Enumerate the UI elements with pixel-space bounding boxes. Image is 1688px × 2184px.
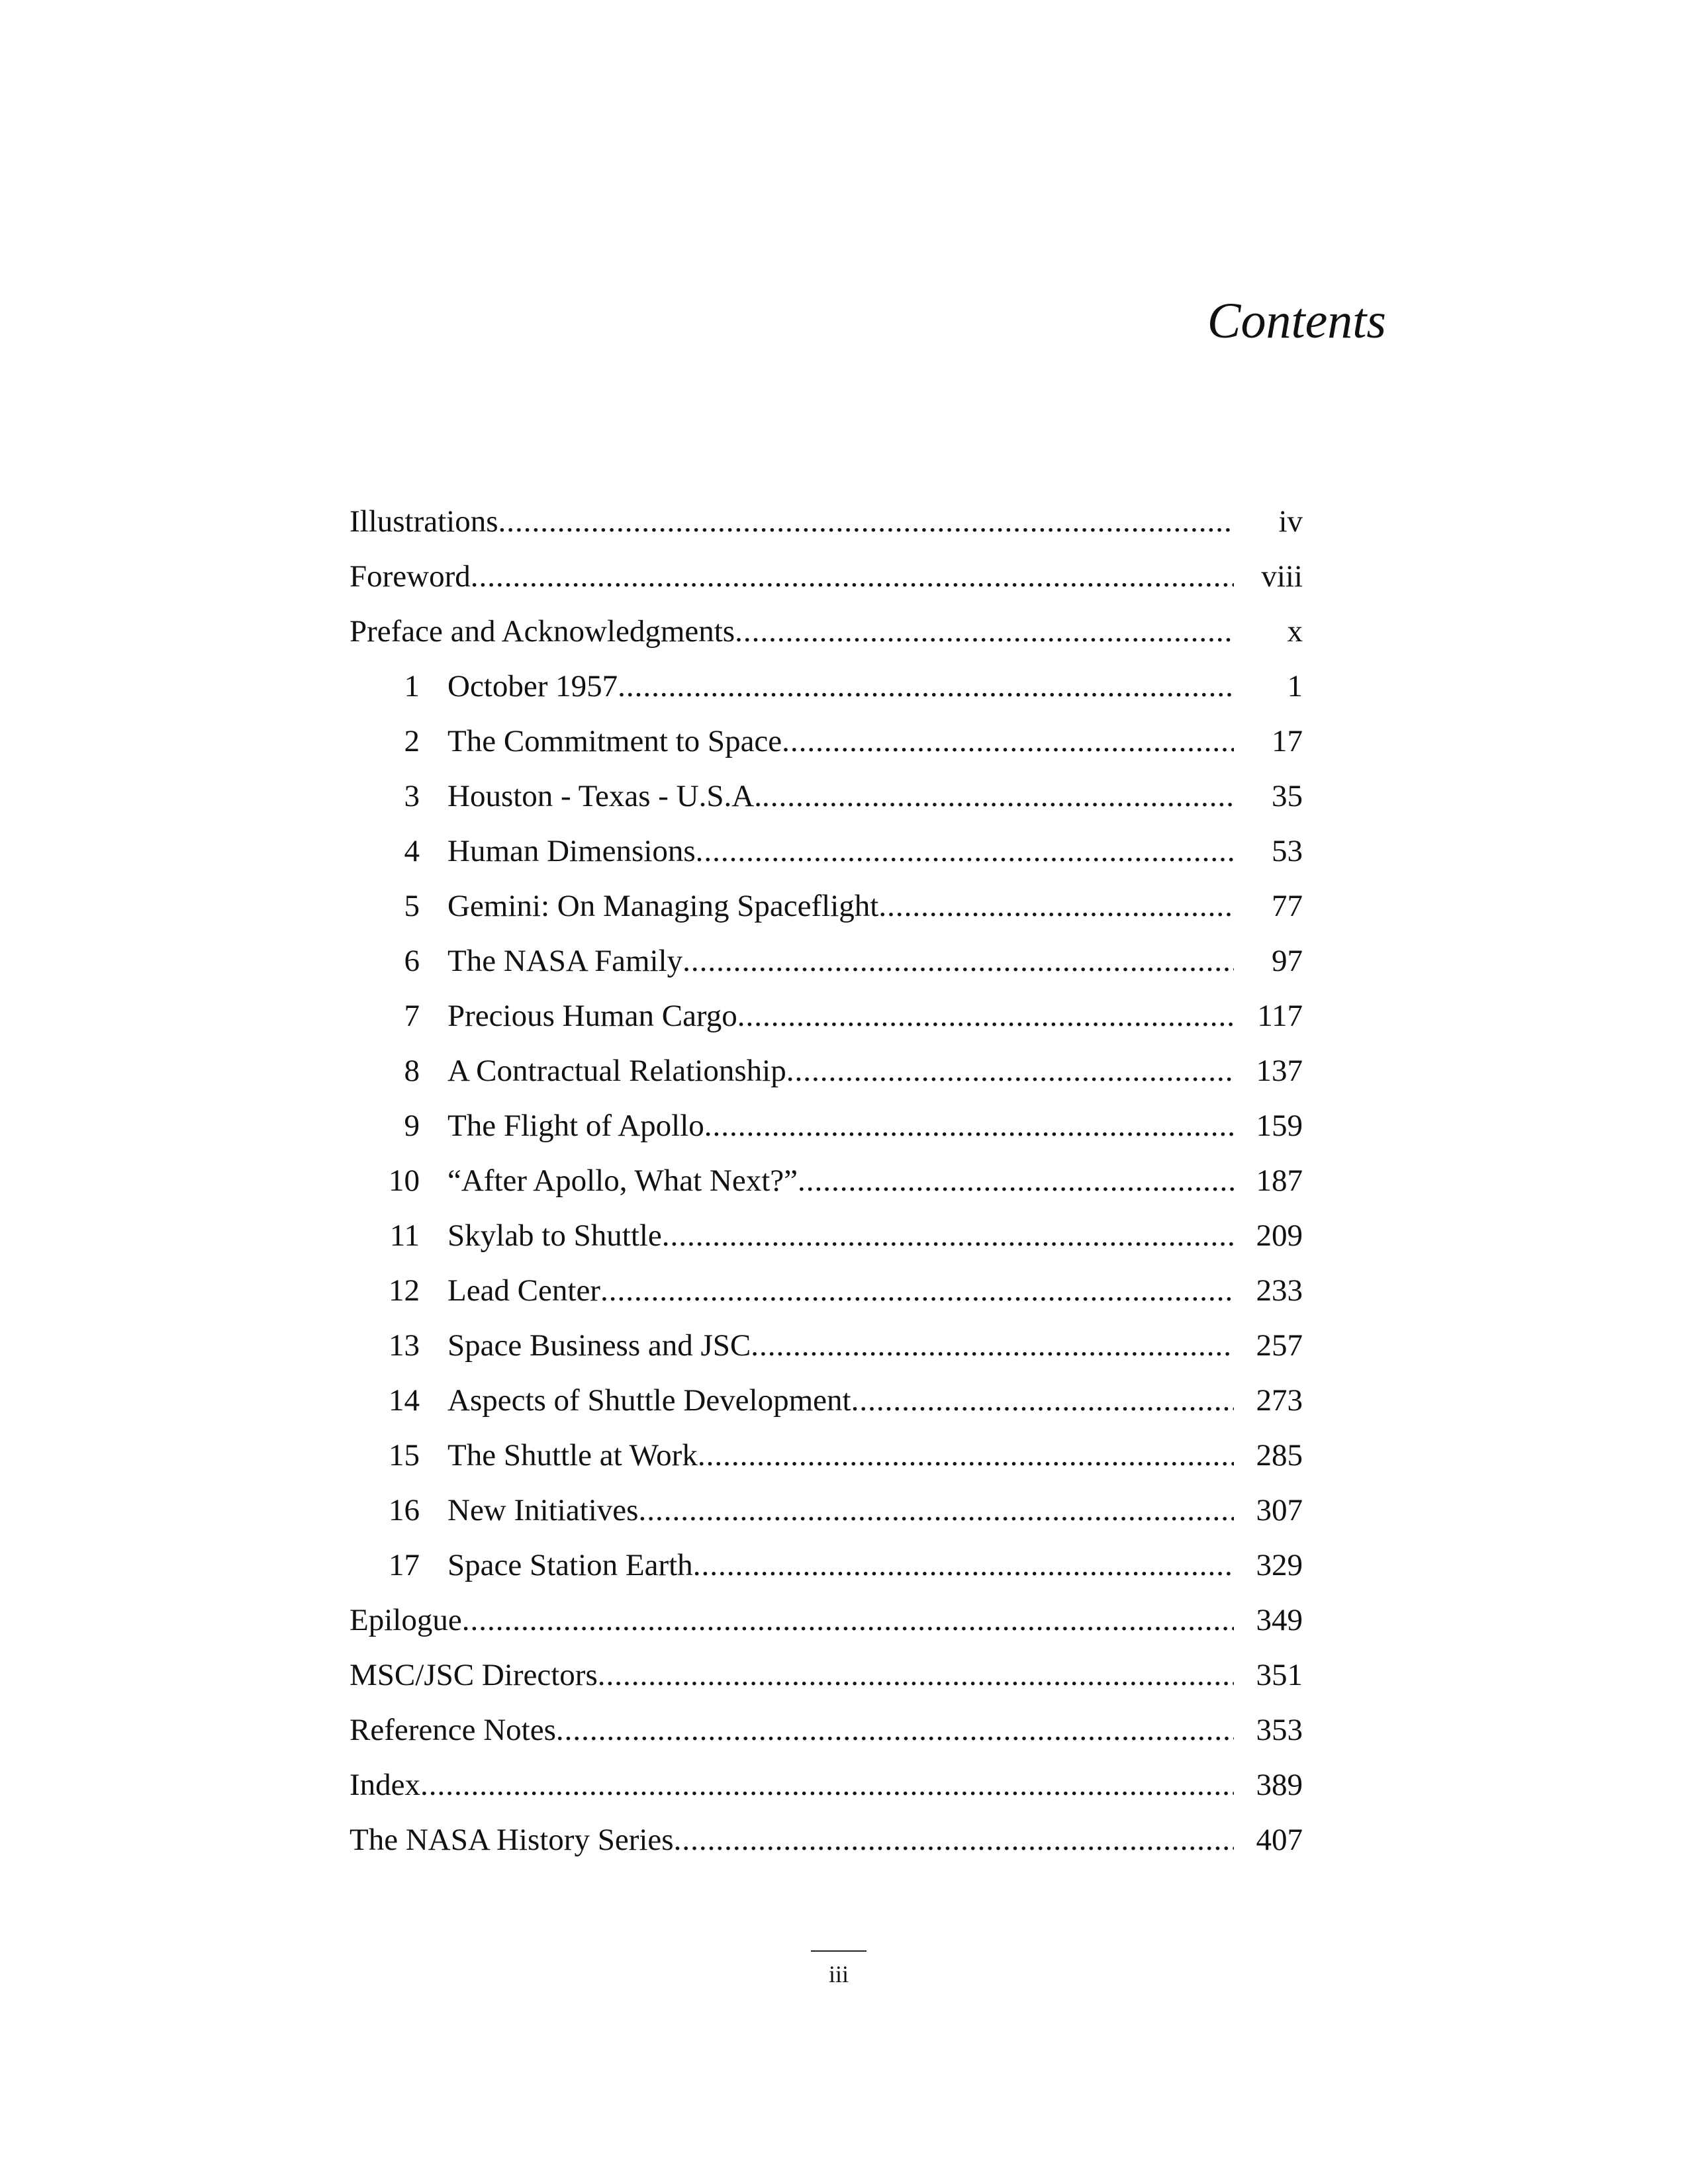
- page-number: iii: [828, 1961, 849, 1987]
- toc-dot-leader: [698, 1428, 1234, 1483]
- toc-page-number: iv: [1278, 504, 1303, 539]
- toc-chapter-number: 8: [404, 1054, 420, 1088]
- toc-entry-title: Foreword: [350, 559, 471, 594]
- toc-page-number: 257: [1256, 1328, 1303, 1363]
- toc-entry-title: The NASA History Series: [350, 1823, 674, 1857]
- toc-page-number: 35: [1272, 779, 1303, 813]
- toc-dot-leader: [462, 1593, 1234, 1648]
- toc-entry-title: Epilogue: [350, 1603, 462, 1637]
- toc-dot-leader: [638, 1483, 1234, 1538]
- toc-entry: [350, 1099, 1303, 1154]
- toc-dot-leader: [598, 1648, 1234, 1703]
- toc-entry: [350, 824, 1303, 879]
- toc-dot-leader: [878, 879, 1234, 934]
- toc-entry: [350, 1208, 1303, 1263]
- toc-entry: [350, 1263, 1303, 1318]
- toc-entry-title: Precious Human Cargo: [447, 999, 737, 1033]
- toc-page-number: 187: [1256, 1163, 1303, 1198]
- toc-entry: [350, 659, 1303, 714]
- toc-page-number: 273: [1256, 1383, 1303, 1418]
- toc-chapter-number: 9: [404, 1109, 420, 1143]
- toc-dot-leader: [762, 769, 1234, 824]
- toc-dot-leader: [751, 1318, 1234, 1373]
- toc-entry-title: Space Business and JSC: [447, 1328, 751, 1363]
- toc-entry-title: New Initiatives: [447, 1493, 639, 1527]
- toc-page-number: 97: [1272, 944, 1303, 978]
- toc-dot-leader: [556, 1703, 1234, 1758]
- toc-entry: [350, 769, 1303, 824]
- toc-entry: [350, 934, 1303, 989]
- toc-chapter-number: 6: [404, 944, 420, 978]
- toc-entry: [350, 1648, 1303, 1703]
- toc-entry: [350, 1703, 1303, 1758]
- toc-entry-title: Index: [350, 1768, 421, 1802]
- toc-entry-title: Reference Notes: [350, 1713, 556, 1747]
- page-title: Contents: [1207, 293, 1386, 349]
- toc-entry: [350, 494, 1303, 549]
- toc-entry: [350, 1318, 1303, 1373]
- toc-chapter-number: 1: [404, 669, 420, 704]
- toc-dot-leader: [471, 549, 1234, 604]
- toc-entry: [350, 1593, 1303, 1648]
- toc-page-number: 53: [1272, 834, 1303, 868]
- toc-entry-title: Lead Center: [447, 1273, 600, 1308]
- toc-page-number: 137: [1256, 1054, 1303, 1088]
- toc-dot-leader: [498, 494, 1234, 549]
- toc-dot-leader: [798, 1154, 1234, 1208]
- toc-dot-leader: [682, 934, 1234, 989]
- toc-page-number: 117: [1257, 999, 1303, 1033]
- toc-chapter-number: 15: [389, 1438, 420, 1473]
- toc-dot-leader: [737, 989, 1234, 1044]
- toc-page-number: 159: [1256, 1109, 1303, 1143]
- toc-dot-leader: [618, 659, 1234, 714]
- toc-chapter-number: 14: [389, 1383, 420, 1418]
- toc-chapter-number: 17: [389, 1548, 420, 1582]
- toc-chapter-number: 12: [389, 1273, 420, 1308]
- toc-entry: [350, 1483, 1303, 1538]
- toc-page-number: 353: [1256, 1713, 1303, 1747]
- toc-dot-leader: [696, 824, 1234, 879]
- toc-dot-leader: [704, 1099, 1234, 1154]
- toc-page-number: 233: [1256, 1273, 1303, 1308]
- toc-entry-title: October 1957: [447, 669, 618, 704]
- toc-entry: [350, 989, 1303, 1044]
- toc-dot-leader: [782, 714, 1234, 769]
- toc-entry: [350, 879, 1303, 934]
- toc-chapter-number: 10: [389, 1163, 420, 1198]
- toc-page-number: 351: [1256, 1658, 1303, 1692]
- toc-entry-title: The NASA Family: [447, 944, 683, 978]
- toc-page-number: 17: [1272, 724, 1303, 758]
- toc-entry: [350, 604, 1303, 659]
- toc-dot-leader: [674, 1813, 1234, 1868]
- toc-page-number: 209: [1256, 1218, 1303, 1253]
- toc-entry: [350, 1758, 1303, 1813]
- toc-entry-title: A Contractual Relationship: [447, 1054, 786, 1088]
- toc-page-number: x: [1287, 614, 1303, 649]
- toc-dot-leader: [851, 1373, 1234, 1428]
- toc-page-number: 407: [1256, 1823, 1303, 1857]
- toc-dot-leader: [420, 1758, 1234, 1813]
- toc-dot-leader: [662, 1208, 1234, 1263]
- folio-rule: [811, 1950, 867, 1952]
- table-of-contents: [350, 494, 1303, 1868]
- toc-entry-title: Space Station Earth: [447, 1548, 693, 1582]
- toc-entry: [350, 1373, 1303, 1428]
- toc-entry: [350, 549, 1303, 604]
- toc-page-number: 307: [1256, 1493, 1303, 1527]
- toc-entry-title: Human Dimensions: [447, 834, 696, 868]
- toc-entry-title: “After Apollo, What Next?”: [447, 1163, 798, 1198]
- toc-entry: [350, 1813, 1303, 1868]
- toc-page-number: viii: [1261, 559, 1303, 594]
- toc-chapter-number: 7: [404, 999, 420, 1033]
- toc-chapter-number: 5: [404, 889, 420, 923]
- toc-chapter-number: 13: [389, 1328, 420, 1363]
- toc-entry-title: Preface and Acknowledgments: [350, 614, 735, 649]
- toc-chapter-number: 16: [389, 1493, 420, 1527]
- toc-entry-title: Gemini: On Managing Spaceflight: [447, 889, 879, 923]
- toc-entry-title: Illustrations: [350, 504, 498, 539]
- toc-dot-leader: [786, 1044, 1234, 1099]
- toc-entry-title: The Shuttle at Work: [447, 1438, 698, 1473]
- toc-chapter-number: 2: [404, 724, 420, 758]
- toc-entry: [350, 1044, 1303, 1099]
- toc-entry: [350, 1428, 1303, 1483]
- toc-page-number: 285: [1256, 1438, 1303, 1473]
- toc-entry: [350, 1538, 1303, 1593]
- toc-entry-title: MSC/JSC Directors: [350, 1658, 598, 1692]
- toc-dot-leader: [693, 1538, 1234, 1593]
- toc-dot-leader: [735, 604, 1234, 659]
- toc-entry-title: The Flight of Apollo: [447, 1109, 704, 1143]
- toc-page-number: 389: [1256, 1768, 1303, 1802]
- toc-page-number: 329: [1256, 1548, 1303, 1582]
- toc-entry-title: Skylab to Shuttle: [447, 1218, 662, 1253]
- toc-entry-title: Aspects of Shuttle Development: [447, 1383, 851, 1418]
- toc-entry: [350, 1154, 1303, 1208]
- toc-chapter-number: 3: [404, 779, 420, 813]
- toc-entry: [350, 714, 1303, 769]
- toc-page-number: 1: [1287, 669, 1303, 704]
- toc-chapter-number: 4: [404, 834, 420, 868]
- toc-page-number: 77: [1272, 889, 1303, 923]
- toc-entry-title: The Commitment to Space: [447, 724, 782, 758]
- toc-chapter-number: 11: [389, 1218, 420, 1253]
- toc-dot-leader: [600, 1263, 1234, 1318]
- toc-page-number: 349: [1256, 1603, 1303, 1637]
- toc-entry-title: Houston - Texas - U.S.A.: [447, 779, 762, 813]
